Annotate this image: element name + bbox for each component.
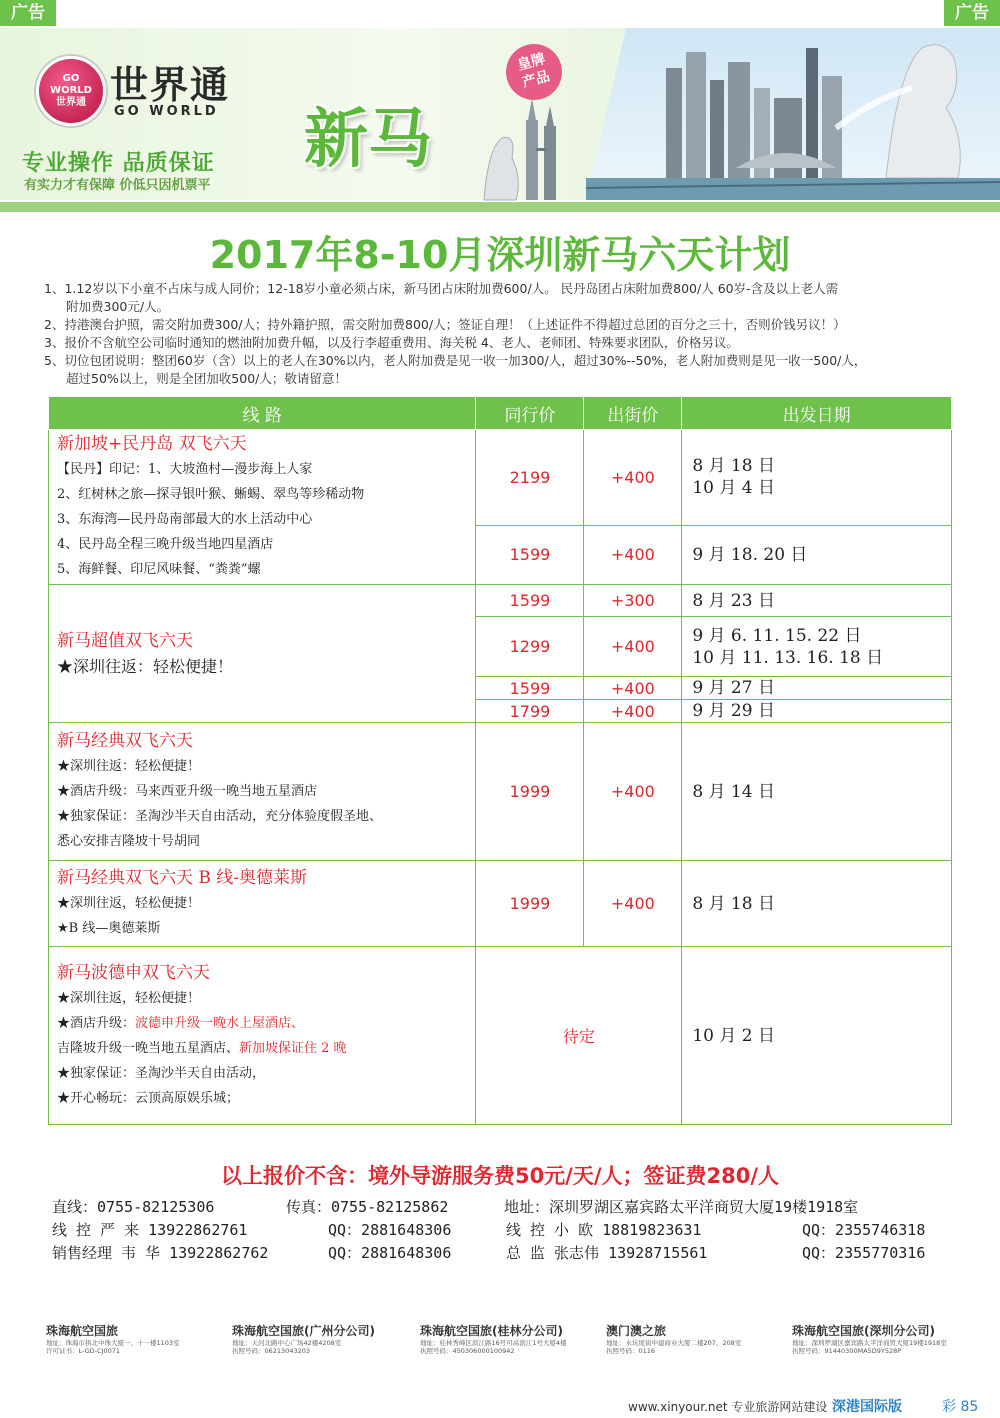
note-line: 2、持港澳台护照，需交附加费300/人；持外籍护照，需交附加费800/人；签证自理！（上述证件不得超过总团的百分之三十，否则价钱另议！） <box>44 317 846 332</box>
departure-date: 9 月 29 日 <box>682 700 952 723</box>
route-line: 4、民丹岛全程三晚升级当地四星酒店 <box>57 537 274 552</box>
note-line: 3、报价不含航空公司临时通知的燃油附加费升幅，以及行李超重费用、海关税 4、老人、老师团、特殊要求团队，价格另议。 <box>44 335 739 350</box>
trade-price: 1999 <box>476 861 584 947</box>
retail-markup: +400 <box>584 723 682 861</box>
singapore-skyline-photo <box>586 28 1000 200</box>
price-exclusion-notice: 以上报价不含：境外导游服务费50元/天/人；签证费280/人 <box>220 1164 780 1188</box>
table-row <box>49 723 952 861</box>
route-title: 新马超值双飞六天 <box>57 630 193 651</box>
trade-price: 1599 <box>476 525 584 584</box>
logo-en-text: GO WORLD <box>114 104 219 119</box>
route-line: ★独家保证：圣淘沙半天自由活动， <box>57 1065 266 1081</box>
col-header-retail-markup: 出街价 <box>584 397 682 430</box>
route-cell <box>49 430 476 585</box>
page-title: 2017年8-10月深圳新马六天计划 <box>209 233 791 277</box>
departure-date: 10 月 2 日 <box>682 947 952 1125</box>
slogan-main: 专业操作 品质保证 <box>22 151 215 176</box>
route-cell <box>49 585 476 723</box>
departure-date: 9 月 27 日 <box>682 677 952 700</box>
trade-price: 1299 <box>476 617 584 677</box>
premium-badge: 皇牌 产品 <box>500 38 569 107</box>
note-line: 超过50%以上，则是全团加收500/人；敬请留意！ <box>66 371 347 386</box>
departure-date: 8 月 14 日 <box>682 723 952 861</box>
route-line: ★独家保证：圣淘沙半天自由活动，充分体验度假圣地、 <box>57 809 383 824</box>
agency-logo: 珠海航空国旅(桂林分公司) 地址：桂林秀峰区滨江路16号可高滨江1号大厦4楼 执照号码：450306000100942 <box>414 1318 586 1362</box>
note-line: 5、切位包团说明：整团60岁（含）以上的老人在30%以内，老人附加费是见一收一加300/人，超过30%--50%，老人附加费则是见一收一500/人， <box>44 353 867 368</box>
departure-date: 8 月 23 日 <box>682 585 952 617</box>
col-header-departure-date: 出发日期 <box>682 397 952 430</box>
logo-badge-icon: GO WORLD 世界通 <box>36 56 106 126</box>
table-row <box>49 947 952 1125</box>
retail-markup: +300 <box>584 585 682 617</box>
route-cell <box>49 861 476 947</box>
destination-title: 新马 <box>304 102 432 177</box>
trade-price: 1999 <box>476 723 584 861</box>
route-title: 新马经典双飞六天 <box>57 731 193 751</box>
route-line: 【民丹】印记：1、大坡渔村—漫步海上人家 <box>57 462 313 477</box>
footer-edition: 深港国际版 <box>832 1399 902 1415</box>
route-line: ★深圳往返：轻松便捷！ <box>57 759 201 774</box>
route-title: 新马波德申双飞六天 <box>57 962 210 983</box>
route-line: ★酒店升级：波德申升级一晚水上屋酒店、 <box>57 1015 305 1031</box>
trade-price: 待定 <box>476 947 682 1125</box>
note-line: 附加费300元/人。 <box>66 299 170 314</box>
ad-label-right: 广告 <box>944 0 1000 26</box>
route-line: 吉隆坡升级一晚当地五星酒店、新加坡保证住 2 晚 <box>57 1040 347 1056</box>
slogan-sub: 有实力才有保障 价低只因机票平 <box>24 178 211 193</box>
petronas-towers-illustration <box>472 98 592 208</box>
route-line: ★开心畅玩：云顶高原娱乐城； <box>57 1090 240 1106</box>
ad-label-left: 广告 <box>0 0 56 26</box>
contact-row: 销售经理 韦 华 13922862762 QQ：2881648306 总 监 张志伟 13928715561 QQ：2355770316 <box>52 1244 926 1262</box>
contact-row: 线 控 严 来 13922862761 QQ：2881648306 线 控 小 欧 18819823631 QQ：2355746318 <box>52 1221 926 1239</box>
contact-row: 直线：0755-82125306 传真：0755-82125862 地址：深圳罗湖区嘉宾路太平洋商贸大厦19楼1918室 <box>52 1198 859 1216</box>
trade-price: 1799 <box>476 700 584 723</box>
agency-logo: 澳门澳之旅 地址：水坑尾街中建商业大厦二楼207、208室 执照号码：0116 <box>600 1318 772 1362</box>
departure-date: 9 月 18. 20 日 <box>682 525 952 584</box>
logo-cn-text: 世界通 <box>110 63 231 107</box>
agency-logo: 珠海航空国旅 地址：珠海市拱北中珠大厦一、十一楼1103室 许可证书：L-GD-CJ0071 <box>40 1318 212 1362</box>
route-cell <box>49 723 476 861</box>
departure-date: 8 月 18 日 10 月 4 日 <box>682 430 952 526</box>
route-line: ★深圳往返，轻松便捷！ <box>57 990 201 1006</box>
table-row <box>49 430 952 526</box>
note-line: 1、1.12岁以下小童不占床与成人同价；12-18岁小童必须占床，新马团占床附加费600/人。 民丹岛团占床附加费800/人 60岁-含及以上老人需 <box>44 281 839 296</box>
trade-price: 1599 <box>476 677 584 700</box>
route-line: ★深圳往返，轻松便捷！ <box>57 896 201 911</box>
notes-list <box>44 280 964 388</box>
table-row <box>49 861 952 947</box>
retail-markup: +400 <box>584 617 682 677</box>
route-line: 2、红树林之旅—探寻银叶猴、蜥蜴、翠鸟等珍稀动物 <box>57 487 365 502</box>
route-line: ★B 线—奥德莱斯 <box>57 921 161 936</box>
route-title: 新马经典双飞六天 B 线-奥德莱斯 <box>57 868 308 888</box>
route-line: 悉心安排吉隆坡十号胡同 <box>57 834 201 849</box>
agency-logo: 珠海航空国旅(深圳分公司) 地址：深圳罗湖区嘉宾路太平洋商贸大厦19楼1918室 执照号码：91440300MA5D9Y528P <box>786 1318 958 1362</box>
col-header-route: 线 路 <box>49 397 476 430</box>
route-line: 3、东海湾—民丹岛南部最大的水上活动中心 <box>57 512 313 527</box>
trade-price: 1599 <box>476 585 584 617</box>
agency-logo: 珠海航空国旅(广州分公司) 地址：天河北路中心广场42楼4208室 执照号码：06213043203 <box>226 1318 398 1362</box>
route-cell <box>49 947 476 1125</box>
page-number: 彩 85 <box>942 1399 979 1415</box>
retail-markup: +400 <box>584 525 682 584</box>
route-line: ★酒店升级：马来西亚升级一晚当地五星酒店 <box>57 784 318 799</box>
route-line: 5、海鲜餐、印尼风味餐、“粪粪”螺 <box>57 562 261 577</box>
table-header-row <box>49 397 952 430</box>
departure-date: 8 月 18 日 <box>682 861 952 947</box>
retail-markup: +400 <box>584 861 682 947</box>
table-row <box>49 585 952 617</box>
header-banner <box>0 28 1000 200</box>
col-header-trade-price: 同行价 <box>476 397 584 430</box>
route-line: ★深圳往返：轻松便捷！ <box>57 656 234 676</box>
retail-markup: +400 <box>584 700 682 723</box>
retail-markup: +400 <box>584 430 682 526</box>
agency-logos <box>40 1318 970 1362</box>
divider-bar <box>0 202 1000 212</box>
contact-list <box>52 1196 962 1265</box>
route-title: 新加坡+民丹岛 双飞六天 <box>57 434 247 454</box>
retail-markup: +400 <box>584 677 682 700</box>
departure-date: 9 月 6. 11. 15. 22 日 10 月 11. 13. 16. 18 日 <box>682 617 952 677</box>
footer-site: www.xinyour.net 专业旅游网站建设 <box>628 1400 828 1414</box>
itinerary-table <box>48 396 952 1125</box>
trade-price: 2199 <box>476 430 584 526</box>
